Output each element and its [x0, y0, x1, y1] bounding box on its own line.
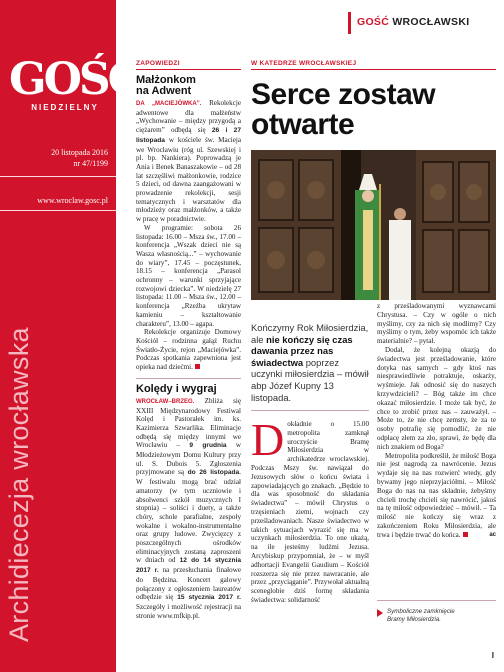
photo-caption: Symboliczne zamknięcie Bramy Miłosierdzia. [377, 608, 496, 623]
article-lead: Kończymy Rok Miłosierdzia, ale nie kończy się czas dawania przez nas świadectwa poprzez uczynki miłosierdzia – mówił abp Józef Kupny 13 listopada. [251, 322, 369, 403]
caption-separator [377, 600, 496, 601]
page-number: I [491, 651, 494, 660]
sidebar [0, 0, 140, 672]
brief-separator [136, 378, 241, 379]
brand-tag-region: WROCŁAWSKI [392, 16, 470, 28]
brief-body: DA „MACIEJÓWKA”. Rekolekcje adwentowe dla małżeństw „Wychowanie – między przygodą a ciężarem” odbędą się 26 i 27 listopada w kościele św. Macieja we Wrocławiu (róg ul. Szewskiej i pl. bp. Nankiera). Poprowadzą je Ania i Benek Banaszakowie – od 28 lat szczęśliwi małżonkowie, rodzice 5 dzieci, od dawna zaangażowani w prowadzenie rekolekcji, sesji tematycznych i warsztatów dla młodzieży oraz małżonków, a także w pracę w poradnictwie. W programie: sobota 26 listopada: 16.00 – Msza św., 17.00 – konferencja „Wszak dzieci nie są Wasza własnością...” – wychowanie do wiary”, 17.45 – poczęstunek, 18.15 – konferencja „Parasol ochronny – warunki sprzyjające rozwojowi dziecka”. W niedzielę 27 listopada: 11.00 – Msza św., 12.00 – konferencja „Rzeźba ukrytaw kamieniu – kształtowanie charakteru”, 13.00 – agapa. Rekolekcje organizuje Domowy Kościół – rodzinna gałąź Ruchu Światło-Życie, rejon „Maciejówka”. Podczas spotkania zapewniona jest opieka nad dziećmi. [136, 99, 241, 372]
drop-cap: D [251, 414, 285, 465]
brief-body: WROCŁAW–BRZEG. Zbliża się XXIII Międzynarodowy Festiwal Kolęd i Pastorałek im. ks. Kazimierza Szwarlika. Eliminacje odbędą się między innymi we Wrocławiu – 9 grudnia w Młodzieżowym Domu Kultury przy ul. S. Dubois 5. Zgłoszenia przyjmowane są do 26 listopada. W festiwalu mogą brać udział amatorzy (w tym uczniowie i absolwenci szkół muzycznych I stopnia) – soliści i duety, a także chóry, schole parafialne, zespoły wokalne i wokalno-instrumentalne oraz grupy ludowe. Zwycięzcy z poszczególnych ośrodków eliminacyjnych zostaną zaproszeni w dniach od 12 do 14 stycznia 2017 r. na przesłuchania finałowe do Będzina. Koncert galowy połączony z ogłoszeniem laureatów odbędzie się 15 stycznia 2017 r. Szczegóły i możliwość rejestracji na stronie www.mfkip.pl. [136, 396, 242, 620]
briefs-column [136, 60, 241, 620]
issue-date: 20 listopada 2016 [51, 148, 108, 157]
brief-location: DA „MACIEJÓWKA”. [136, 101, 202, 107]
brief-headline: Małżonkom na Adwent [136, 74, 196, 97]
issue-number: nr 47/1199 [73, 159, 108, 168]
brief-headline: Kolędy i wygraj [136, 382, 217, 395]
brand-tag-gosc: GOŚĆ [357, 16, 390, 28]
lead-separator [251, 410, 369, 411]
article-title: Serce zostaw otwarte [251, 78, 436, 141]
website-link[interactable]: www.wroclaw.gosc.pl [37, 196, 108, 205]
brief-location: WROCŁAW–BRZEG. [136, 398, 195, 405]
author-signature: ac [489, 531, 496, 538]
brand-tag [348, 0, 504, 36]
brief-paragraph: Rekolekcje organizuje Domowy Kościół – rodzinna gałąź Ruchu Światło-Życie, rejon „Maciejówka”. Podczas spotkania zapewniona jest opieka nad dziećmi. [136, 328, 241, 372]
end-mark [463, 532, 468, 537]
gosc-logo [9, 54, 140, 112]
caption-triangle-icon [377, 609, 383, 617]
article-body-left: Dokładnie o 15.00 metropolita zamknął uroczyście Bramę Miłosierdzia w archikatedrze wrocławskiej. Podczas Mszy św. nawiązał do Jezusowych słów o końcu świata i zapowiadających go znakach. „Będzie to dla was sposobność do składania świadectwa” – mówił Chrystus o trzęsieniach ziemi, wojnach czy prześladowaniach. Nasze świadectwo w takich sytuacjach wyrazić się ma w uczynkach miłosierdzia. To one ukażą, na ile jesteśmy ludźmi Jezusa. Arcybiskup przypomniał, że – w myśl adhortacji Evangelii Gaudium – Kościół rozszerza się nie przez nawracanie, ale przez „przyciąganie”. Przywołał aktualną sceneglobie dziś formę składania świadectwa: solidarność [251, 414, 369, 604]
section-label-katedra: W KATEDRZE WROCŁAWSKIEJ [251, 60, 496, 70]
cathedral-door-photo [251, 150, 496, 300]
article-photo [251, 150, 496, 300]
vertical-section-title [4, 202, 50, 642]
logo-subtitle: NIEDZIELNY [31, 103, 99, 112]
sidebar-rule [0, 176, 116, 177]
brand-tag-bar [348, 12, 351, 34]
brief-paragraph: W programie: sobota 26 listopada: 16.00 – Msza św., 17.00 – konferencja „Wszak dzieci nie są Wasza własnością...” – wychowanie do wiary”, 17.45 – poczęstunek, 18.15 – konferencja „Parasol ochronny – warunki sprzyjające rozwojowi dziecka”. W niedzielę 27 listopada: 11.00 – Msza św., 12.00 – konferencja „Rzeźba ukrytaw kamieniu – kształtowanie charakteru”, 13.00 – agapa. [136, 223, 241, 328]
vertical-title-text: Archidiecezja wrocławska [4, 327, 34, 642]
section-label-zapowiedzi: ZAPOWIEDZI [136, 60, 241, 70]
article-body-right: z prześladowanymi wyznawcami Chrystusa. – Czy w ogóle o nich myślimy, czy za nich się modlimy? Czy myślimy o tym, żeby wspomóc ich także materialnie? – pytał. Dodał, że kolejną okazją do świadectwa jest prześladowanie, które dotyka nas samych – gdy ktoś nas niesprawiedliwie potraktuje, oskarży, wyśmieje. Jak odnosić się do naszych krzywdzicieli? – Bóg także im chce okazać miłosierdzie. I może tak być, że chce to zrobić przez nas – zauważył. – Może to, że nie chcę zemsty, że za te osoby potrafię się pomodlić, że nie odpłacę złem za zło, sprawi, że będę dla nich znakiem od Boga? Metropolita podkreślił, że miłość Boga nie jest nagrodą za nawrócenie. Jezus wydaje się na nas rozwierć wtedy, gdy bywamy jego nieprzyjaciółmi. – Miłość Boga do nas na nas składnie, żebyśmy chcieli trochę chcieli się nawrócić, jakoś na tę miłość odpowiedzieć – mówił. – Ta miłość nie kończy się wraz z zakończeniem Roku Miłosierdzia, ale trwa i będzie trwać do końca. ac [377, 302, 496, 539]
logo-word: GOŚĆ [9, 54, 140, 105]
end-mark [195, 364, 200, 369]
